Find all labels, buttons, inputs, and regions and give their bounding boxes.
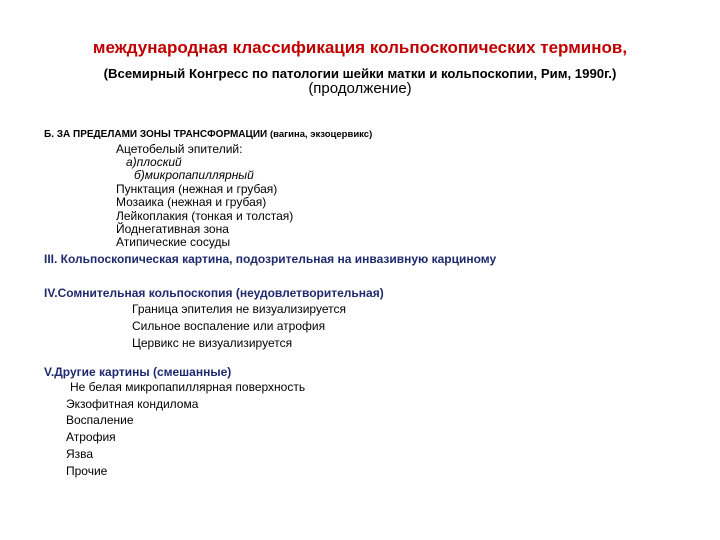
section-v-item: Экзофитная кондилома bbox=[66, 397, 199, 411]
section-b-item: Лейкоплакия (тонкая и толстая) bbox=[116, 209, 294, 223]
section-iv-item: Цервикс не визуализируется bbox=[132, 336, 293, 350]
section-b-item: Пунктация (нежная и грубая) bbox=[116, 182, 278, 196]
section-b-item: Ацетобелый эпителий: bbox=[116, 142, 243, 156]
section-iv-heading: IV.Сомнительная кольпоскопия (неудовлетворительная) bbox=[44, 286, 384, 300]
section-v-item: Язва bbox=[66, 447, 94, 461]
section-b-item: Мозаика (нежная и грубая) bbox=[116, 195, 267, 209]
section-v-item: Прочие bbox=[66, 464, 108, 478]
section-iv-item: Сильное воспаление или атрофия bbox=[132, 319, 326, 333]
section-b-heading-note: (вагина, экзоцервикс) bbox=[270, 129, 373, 140]
slide-subtitle-continuation: (продолжение) bbox=[308, 80, 412, 97]
section-b-heading-text: Б. ЗА ПРЕДЕЛАМИ ЗОНЫ ТРАНСФОРМАЦИИ bbox=[44, 129, 268, 140]
section-v-item: Не белая микропапиллярная поверхность bbox=[70, 380, 306, 394]
section-b-item: а)плоский bbox=[126, 155, 182, 169]
section-b-item: Атипические сосуды bbox=[116, 235, 231, 249]
section-v-item: Атрофия bbox=[66, 430, 116, 444]
section-v-item: Воспаление bbox=[66, 413, 134, 427]
section-b-heading bbox=[44, 128, 372, 142]
slide-title: международная классификация кольпоскопических терминов, bbox=[92, 38, 628, 57]
section-b-item: Йоднегативная зона bbox=[116, 222, 229, 236]
slide-subtitle: (Всемирный Конгресс по патологии шейки матки и кольпоскопии, Рим, 1990г.) bbox=[103, 66, 617, 81]
section-v-heading: V.Другие картины (смешанные) bbox=[44, 365, 232, 379]
section-b-item: б)микропапиллярный bbox=[134, 168, 254, 182]
section-iv-item: Граница эпителия не визуализируется bbox=[132, 302, 346, 316]
section-iii-heading: III. Кольпоскопическая картина, подозрительная на инвазивную карциному bbox=[44, 252, 497, 266]
